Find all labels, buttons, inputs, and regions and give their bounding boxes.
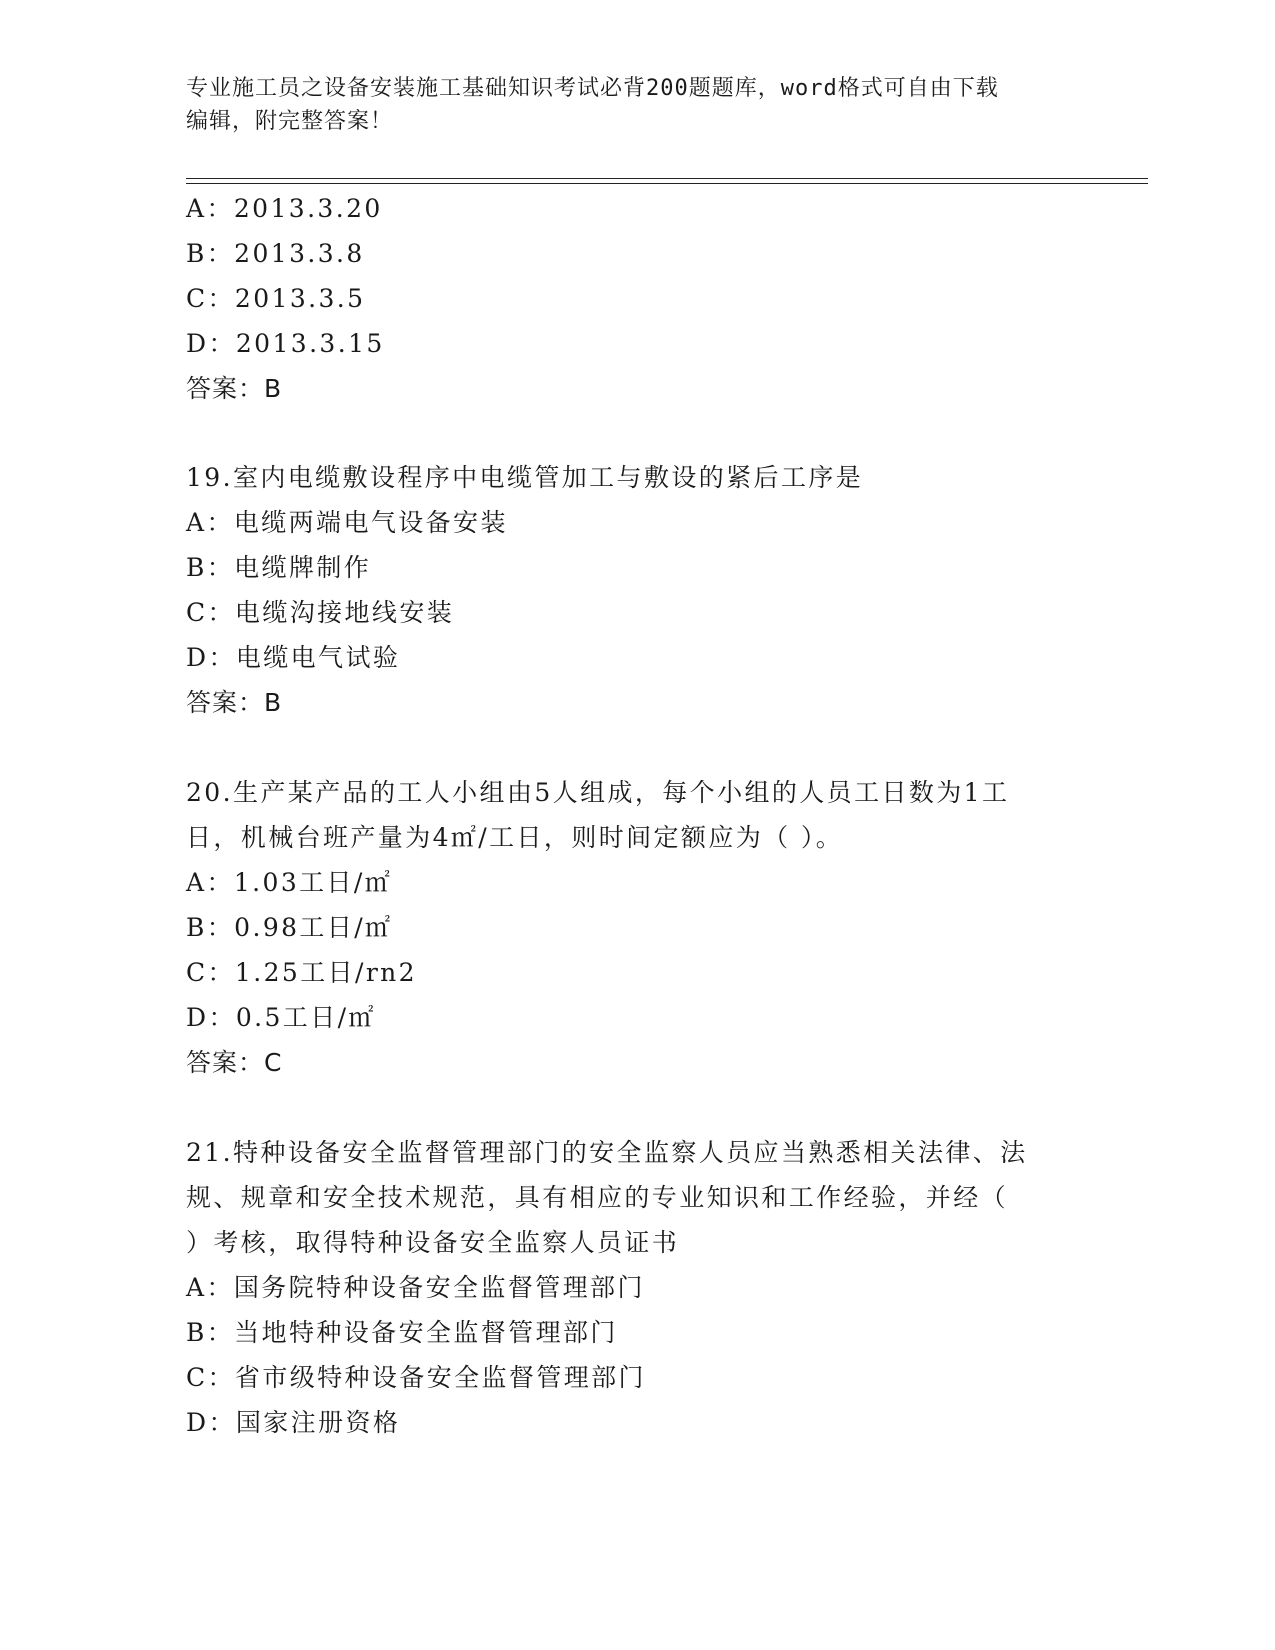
q19-option-d: D：电缆电气试验 — [186, 643, 401, 672]
q18-option-c: C：2013.3.5 — [186, 284, 366, 313]
header-title-line-1: 专业施工员之设备安装施工基础知识考试必背200题题库，word格式可自由下载 — [186, 76, 999, 101]
q20-option-d: D：0.5工日/㎡ — [186, 1003, 376, 1032]
q20-option-c: C：1.25工日/rn2 — [186, 958, 417, 987]
q19-question: 19.室内电缆敷设程序中电缆管加工与敷设的紧后工序是 — [186, 463, 864, 492]
header-title-line-2: 编辑，附完整答案！ — [186, 109, 394, 134]
q21-option-c: C：省市级特种设备安全监督管理部门 — [186, 1363, 646, 1392]
q20-option-b: B：0.98工日/㎡ — [186, 913, 393, 942]
q21-question-line-2: 规、规章和安全技术规范，具有相应的专业知识和工作经验，并经（ — [186, 1183, 1009, 1212]
document-header — [186, 72, 1086, 138]
q21-option-d: D：国家注册资格 — [186, 1408, 401, 1437]
q21-question-line-1: 21.特种设备安全监督管理部门的安全监察人员应当熟悉相关法律、法 — [186, 1138, 1028, 1167]
q18-option-b: B：2013.3.8 — [186, 239, 365, 268]
header-divider-top — [186, 178, 1148, 179]
q20-option-a: A：1.03工日/㎡ — [186, 868, 393, 897]
q21-question-line-3: ）考核，取得特种设备安全监察人员证书 — [186, 1228, 680, 1257]
q20-question-line-2: 日，机械台班产量为4㎡/工日，则时间定额应为（ ）。 — [186, 823, 844, 852]
q21-option-b: B：当地特种设备安全监督管理部门 — [186, 1318, 618, 1347]
q18-option-d: D：2013.3.15 — [186, 329, 385, 358]
q19-answer: 答案：B — [186, 688, 283, 717]
header-divider-bottom — [186, 183, 1148, 184]
q19-option-b: B：电缆牌制作 — [186, 553, 372, 582]
q19-option-c: C：电缆沟接地线安装 — [186, 598, 455, 627]
q21-option-a: A：国务院特种设备安全监督管理部门 — [186, 1273, 645, 1302]
q18-answer: 答案：B — [186, 374, 283, 403]
q19-option-a: A：电缆两端电气设备安装 — [186, 508, 508, 537]
q20-question-line-1: 20.生产某产品的工人小组由5人组成，每个小组的人员工日数为1工 — [186, 778, 1010, 807]
q20-answer: 答案：C — [186, 1048, 283, 1077]
q18-option-a: A：2013.3.20 — [186, 194, 383, 223]
